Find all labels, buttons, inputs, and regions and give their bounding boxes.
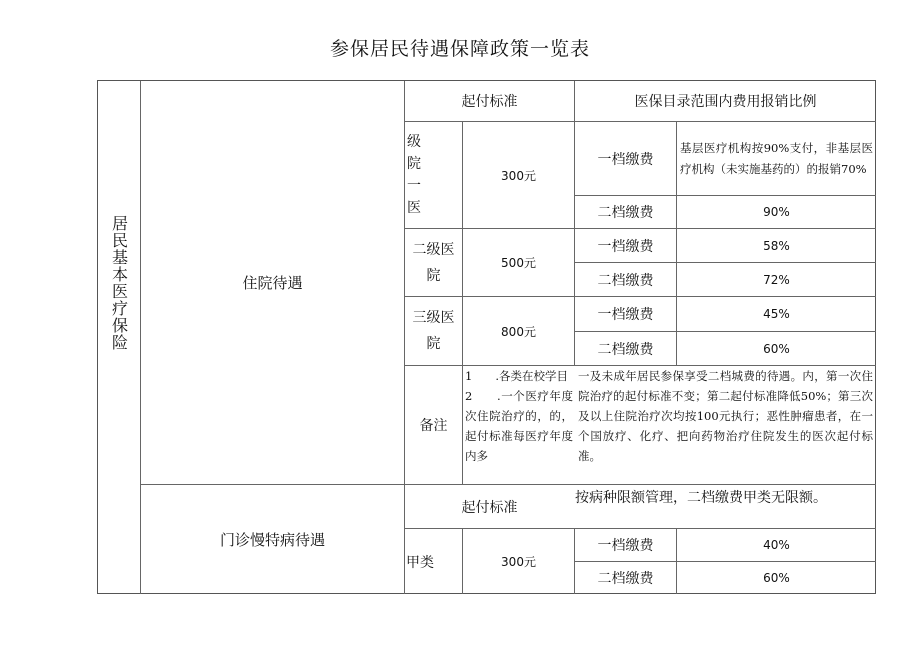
inpatient-ratio-header: 医保目录范围内费用报销比例: [634, 94, 817, 110]
level3-tier1-label: 一档缴费: [597, 307, 654, 323]
level2-threshold: 500元: [501, 256, 536, 270]
page-title: 参保居民待遇保障政策一览表: [329, 38, 590, 60]
remarks-right-text: 一及未成年居民参保享受二档城费的待遇。内，第一次住院治疗的起付标准不变；第二起付标准降低50%；第三次及以上住院治疗次均按100元执行；恶性肿瘤患者，在一个国放疗、化疗、把向药物治疗住院发生的医次起付标准。: [578, 369, 873, 463]
remarks-label: 备注: [419, 418, 448, 434]
level1-tier1-ratio: 基层医疗机构按90%支付，非基层医疗机构（未实施基药的）的报销70%: [680, 140, 873, 176]
level3-tier2-label: 二档缴费: [597, 341, 654, 358]
outpatient-note: 按病种限额管理，二档缴费甲类无限额。: [575, 490, 827, 506]
level2-tier1-label: 一档缴费: [597, 238, 654, 255]
level1-tier1-label: 一档缴费: [597, 151, 654, 168]
class-a-threshold: 300元: [501, 555, 536, 569]
level1-tier2-label: 二档缴费: [597, 205, 654, 221]
insurance-category: 居民基本医疗保险: [109, 214, 129, 351]
inpatient-label: 住院待遇: [242, 274, 303, 292]
level1-threshold: 300元: [501, 168, 536, 183]
policy-table: [97, 80, 876, 594]
inpatient-threshold-header: 起付标准: [461, 94, 518, 110]
level2-tier2-ratio: 72%: [763, 272, 790, 287]
class-a-label: 甲类: [406, 554, 434, 571]
remarks-left-text: 1 .各类在校学目 2 .一个医疗年度次住院治疗的，的，起付标准每医疗年度内多: [465, 369, 573, 463]
level3-threshold: 800元: [501, 324, 536, 339]
class-a-tier2-ratio: 60%: [763, 571, 790, 585]
level3-hospital: 三级医院: [412, 310, 455, 352]
class-a-tier1-label: 一档缴费: [597, 538, 654, 554]
outpatient-label: 门诊慢特病待遇: [219, 531, 325, 549]
level2-tier1-ratio: 58%: [763, 238, 790, 253]
level2-tier2-label: 二档缴费: [597, 272, 654, 289]
level1-tier2-ratio: 90%: [763, 205, 790, 219]
class-a-tier2-label: 二档缴费: [597, 571, 654, 587]
class-a-tier1-ratio: 40%: [763, 538, 790, 552]
level3-tier2-ratio: 60%: [763, 341, 790, 356]
outpatient-threshold-header: 起付标准: [461, 499, 518, 516]
level3-tier1-ratio: 45%: [763, 307, 790, 321]
level1-hospital: 级院一医: [407, 134, 421, 216]
level2-hospital: 二级医院: [412, 241, 455, 284]
